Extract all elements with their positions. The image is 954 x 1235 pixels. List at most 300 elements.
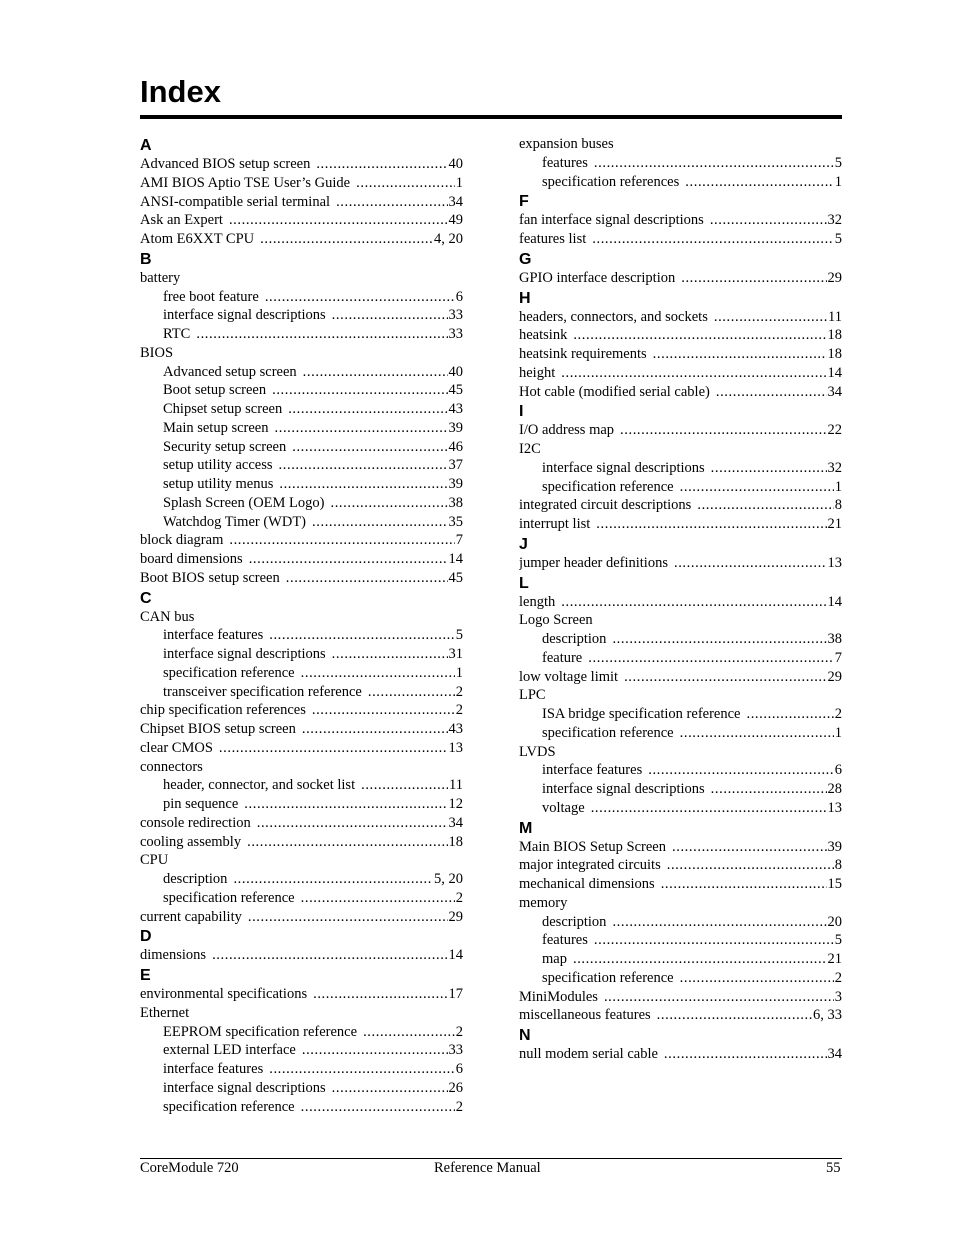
index-subentry bbox=[140, 645, 463, 664]
index-page-number: 13 bbox=[827, 799, 842, 816]
index-term: specification reference bbox=[542, 724, 674, 741]
dot-leader bbox=[219, 739, 448, 758]
index-term: connectors bbox=[140, 758, 203, 775]
index-subentry bbox=[519, 173, 842, 192]
index-subentry bbox=[519, 969, 842, 988]
index-term: specification references bbox=[542, 173, 680, 190]
dot-leader bbox=[594, 154, 834, 173]
dot-leader bbox=[680, 724, 834, 743]
index-term: board dimensions bbox=[140, 551, 243, 567]
index-page-number: 15 bbox=[827, 876, 842, 892]
index-entry bbox=[140, 531, 463, 550]
index-term: Logo Screen bbox=[519, 612, 593, 629]
index-entry bbox=[519, 364, 842, 383]
index-page-number: 40 bbox=[448, 363, 463, 380]
index-page-number: 22 bbox=[827, 422, 842, 439]
dot-leader bbox=[561, 364, 826, 383]
index-page-number: 39 bbox=[448, 476, 463, 492]
index-page-number: 5 bbox=[455, 627, 463, 644]
index-entry bbox=[519, 838, 842, 857]
index-term: length bbox=[519, 593, 556, 610]
index-page-number: 4, 20 bbox=[434, 231, 463, 247]
index-entry bbox=[519, 326, 842, 345]
index-letter-heading: H bbox=[519, 289, 531, 307]
index-term: interface signal descriptions bbox=[163, 1079, 326, 1096]
dot-leader bbox=[356, 174, 455, 193]
index-term: I2C bbox=[519, 441, 541, 457]
index-subentry bbox=[519, 459, 842, 478]
dot-leader bbox=[302, 1041, 448, 1060]
index-entry bbox=[140, 985, 463, 1004]
index-page-number: 45 bbox=[448, 382, 463, 399]
index-term: Boot BIOS setup screen bbox=[140, 569, 280, 586]
index-term: ISA bridge specification reference bbox=[542, 706, 741, 722]
index-group-heading bbox=[140, 269, 463, 288]
index-term: environmental specifications bbox=[140, 986, 308, 1002]
dot-leader bbox=[313, 985, 447, 1004]
index-subentry bbox=[140, 381, 463, 400]
index-page-number: 34 bbox=[827, 1046, 842, 1062]
dot-leader bbox=[275, 419, 448, 438]
dot-leader bbox=[648, 761, 834, 780]
index-page-number: 39 bbox=[827, 838, 842, 855]
index-entry bbox=[519, 383, 842, 402]
index-term: interface features bbox=[542, 762, 643, 779]
index-term: Boot setup screen bbox=[163, 382, 267, 399]
index-term: interface signal descriptions bbox=[163, 646, 326, 662]
index-subentry bbox=[140, 419, 463, 438]
dot-leader bbox=[710, 211, 827, 230]
dot-leader bbox=[302, 720, 448, 739]
index-page-number: 2 bbox=[834, 706, 842, 722]
index-term: Advanced BIOS setup screen bbox=[140, 156, 311, 172]
index-page-number: 43 bbox=[448, 401, 463, 417]
index-term: mechanical dimensions bbox=[519, 876, 655, 892]
dot-leader bbox=[332, 1079, 448, 1098]
index-page-number: 32 bbox=[827, 212, 842, 229]
dot-leader bbox=[711, 780, 827, 799]
index-term: Ask an Expert bbox=[140, 212, 223, 229]
dot-leader bbox=[257, 814, 448, 833]
index-term: interface signal descriptions bbox=[163, 307, 326, 324]
index-term: header, connector, and socket list bbox=[163, 777, 356, 794]
index-entry bbox=[140, 908, 463, 927]
dot-leader bbox=[312, 513, 447, 532]
index-term: Hot cable (modified serial cable) bbox=[519, 383, 710, 400]
index-term: Advanced setup screen bbox=[163, 363, 297, 380]
index-subentry bbox=[140, 1041, 463, 1060]
index-group-heading bbox=[519, 611, 842, 630]
index-term: interface signal descriptions bbox=[542, 781, 705, 797]
index-page-number: 8 bbox=[834, 857, 842, 874]
index-term: heatsink bbox=[519, 327, 568, 344]
index-term: block diagram bbox=[140, 532, 224, 549]
dot-leader bbox=[711, 459, 827, 478]
index-term: description bbox=[542, 631, 607, 647]
index-page-number: 7 bbox=[834, 649, 842, 666]
index-page-number: 13 bbox=[827, 554, 842, 571]
dot-leader bbox=[592, 230, 834, 249]
dot-leader bbox=[286, 569, 448, 588]
index-group-heading bbox=[519, 440, 842, 459]
index-term: fan interface signal descriptions bbox=[519, 212, 704, 229]
index-entry bbox=[140, 569, 463, 588]
index-term: specification reference bbox=[542, 969, 674, 986]
index-term: memory bbox=[519, 894, 568, 911]
index-entry bbox=[519, 856, 842, 875]
index-page-number: 14 bbox=[827, 364, 842, 381]
dot-leader bbox=[624, 668, 826, 687]
index-page-number: 2 bbox=[834, 969, 842, 986]
dot-leader bbox=[588, 649, 834, 668]
index-subentry bbox=[140, 363, 463, 382]
index-term: dimensions bbox=[140, 947, 207, 964]
index-term: GPIO interface description bbox=[519, 269, 676, 286]
index-entry bbox=[140, 230, 463, 249]
index-term: Watchdog Timer (WDT) bbox=[163, 513, 307, 530]
index-page-number: 35 bbox=[448, 513, 463, 530]
dot-leader bbox=[661, 875, 827, 894]
index-subentry bbox=[140, 438, 463, 457]
index-page-number: 3 bbox=[834, 988, 842, 1005]
index-term: specification reference bbox=[542, 478, 674, 495]
index-page-number: 11 bbox=[828, 308, 842, 325]
index-term: ANSI-compatible serial terminal bbox=[140, 193, 331, 210]
index-term: EEPROM specification reference bbox=[163, 1023, 358, 1040]
index-page-number: 1 bbox=[455, 174, 463, 191]
dot-leader bbox=[680, 478, 834, 497]
dot-leader bbox=[229, 531, 454, 550]
dot-leader bbox=[288, 400, 447, 419]
index-entry bbox=[519, 668, 842, 687]
index-entry bbox=[519, 211, 842, 230]
index-term: miscellaneous features bbox=[519, 1007, 651, 1024]
dot-leader bbox=[279, 475, 447, 494]
index-term: interface features bbox=[163, 1061, 264, 1077]
index-subentry bbox=[140, 795, 463, 814]
index-page-number: 46 bbox=[448, 438, 463, 455]
index-term: clear CMOS bbox=[140, 739, 213, 756]
index-subentry bbox=[140, 889, 463, 908]
index-entry bbox=[519, 1045, 842, 1064]
index-letter-heading: D bbox=[140, 928, 152, 946]
index-term: specification reference bbox=[163, 889, 295, 906]
dot-leader bbox=[620, 421, 826, 440]
index-term: interrupt list bbox=[519, 516, 591, 532]
dot-leader bbox=[269, 1060, 455, 1079]
index-page-number: 1 bbox=[834, 478, 842, 495]
dot-leader bbox=[667, 856, 834, 875]
index-page-number: 2 bbox=[455, 1023, 463, 1040]
index-entry bbox=[140, 155, 463, 174]
index-page-number: 34 bbox=[448, 193, 463, 210]
index-subentry bbox=[519, 724, 842, 743]
index-term: Security setup screen bbox=[163, 438, 287, 455]
index-term: specification reference bbox=[163, 1098, 295, 1115]
index-entry bbox=[140, 946, 463, 965]
index-page-number: 1 bbox=[834, 724, 842, 741]
index-subentry bbox=[140, 1098, 463, 1117]
index-entry bbox=[140, 739, 463, 758]
dot-leader bbox=[336, 193, 447, 212]
index-term: specification reference bbox=[163, 664, 295, 681]
index-subentry bbox=[519, 478, 842, 497]
index-term: RTC bbox=[163, 326, 191, 342]
index-subentry bbox=[140, 513, 463, 532]
index-page-number: 14 bbox=[827, 593, 842, 610]
index-subentry bbox=[140, 306, 463, 325]
dot-leader bbox=[272, 381, 447, 400]
index-subentry bbox=[140, 494, 463, 513]
index-page-number: 33 bbox=[448, 307, 463, 324]
index-group-heading bbox=[140, 608, 463, 627]
index-page-number: 31 bbox=[448, 646, 463, 662]
index-term: free boot feature bbox=[163, 288, 259, 305]
index-entry bbox=[140, 174, 463, 193]
index-term: features bbox=[542, 932, 588, 949]
dot-leader bbox=[604, 988, 834, 1007]
index-subentry bbox=[140, 475, 463, 494]
index-term: current capability bbox=[140, 908, 242, 925]
index-page-number: 1 bbox=[834, 173, 842, 190]
index-page-number: 11 bbox=[449, 777, 463, 794]
dot-leader bbox=[244, 795, 447, 814]
dot-leader bbox=[301, 889, 455, 908]
index-page-number: 45 bbox=[448, 569, 463, 586]
index-subentry bbox=[140, 683, 463, 702]
dot-leader bbox=[653, 345, 827, 364]
dot-leader bbox=[301, 664, 455, 683]
index-term: interface features bbox=[163, 627, 264, 644]
index-group-heading bbox=[519, 135, 842, 154]
index-term: Main setup screen bbox=[163, 419, 269, 436]
index-term: features list bbox=[519, 231, 587, 247]
footer-page-number: 55 bbox=[826, 1160, 841, 1176]
index-subentry bbox=[140, 664, 463, 683]
index-group-heading bbox=[519, 686, 842, 705]
index-page-number: 2 bbox=[455, 683, 463, 700]
title-rule bbox=[140, 115, 842, 119]
index-term: LVDS bbox=[519, 743, 556, 760]
index-term: CPU bbox=[140, 852, 169, 869]
index-entry bbox=[519, 515, 842, 534]
dot-leader bbox=[363, 1023, 455, 1042]
index-entry bbox=[140, 550, 463, 569]
index-term: features bbox=[542, 154, 588, 171]
index-page-number: 18 bbox=[448, 833, 463, 850]
index-entry bbox=[519, 554, 842, 573]
dot-leader bbox=[265, 288, 455, 307]
index-column-left bbox=[140, 135, 463, 1116]
index-subentry bbox=[140, 1079, 463, 1098]
index-page-number: 2 bbox=[455, 889, 463, 906]
dot-leader bbox=[196, 325, 447, 344]
index-subentry bbox=[519, 931, 842, 950]
index-term: low voltage limit bbox=[519, 668, 619, 685]
index-subentry bbox=[140, 325, 463, 344]
dot-leader bbox=[672, 838, 827, 857]
index-page-number: 13 bbox=[448, 739, 463, 756]
dot-leader bbox=[330, 494, 447, 513]
dot-leader bbox=[664, 1045, 827, 1064]
index-page-number: 6 bbox=[834, 762, 842, 779]
index-subentry bbox=[519, 799, 842, 818]
index-term: cooling assembly bbox=[140, 833, 242, 850]
index-page-number: 2 bbox=[455, 702, 463, 719]
index-term: expansion buses bbox=[519, 136, 614, 152]
index-subentry bbox=[519, 154, 842, 173]
index-page-number: 26 bbox=[448, 1079, 463, 1096]
dot-leader bbox=[247, 833, 447, 852]
index-subentry bbox=[519, 630, 842, 649]
dot-leader bbox=[316, 155, 447, 174]
dot-leader bbox=[303, 363, 448, 382]
index-page-number: 8 bbox=[834, 497, 842, 514]
dot-leader bbox=[596, 515, 826, 534]
index-page-number: 29 bbox=[448, 908, 463, 925]
index-term: AMI BIOS Aptio TSE User’s Guide bbox=[140, 174, 351, 191]
index-entry bbox=[140, 701, 463, 720]
index-subentry bbox=[140, 626, 463, 645]
index-entry bbox=[519, 345, 842, 364]
index-entry bbox=[140, 211, 463, 230]
index-page-number: 5 bbox=[834, 154, 842, 171]
index-page-number: 6, 33 bbox=[813, 1007, 842, 1024]
index-term: CAN bus bbox=[140, 608, 195, 625]
index-entry bbox=[519, 269, 842, 288]
index-letter-heading: G bbox=[519, 250, 532, 268]
index-group-heading bbox=[519, 743, 842, 762]
page-title: Index bbox=[140, 74, 221, 109]
dot-leader bbox=[260, 230, 433, 249]
index-term: I/O address map bbox=[519, 422, 615, 439]
index-entry bbox=[140, 193, 463, 212]
dot-leader bbox=[229, 211, 448, 230]
index-letter-heading: B bbox=[140, 250, 152, 268]
index-page-number: 39 bbox=[448, 419, 463, 436]
dot-leader bbox=[249, 550, 448, 569]
index-term: feature bbox=[542, 649, 583, 666]
index-page-number: 20 bbox=[827, 913, 842, 930]
index-subentry bbox=[140, 1060, 463, 1079]
dot-leader bbox=[680, 969, 834, 988]
index-entry bbox=[519, 988, 842, 1007]
index-subentry bbox=[140, 870, 463, 889]
index-entry bbox=[140, 814, 463, 833]
index-page-number: 18 bbox=[827, 346, 842, 362]
index-letter-heading: F bbox=[519, 193, 529, 211]
index-page-number: 49 bbox=[448, 212, 463, 229]
index-subentry bbox=[519, 649, 842, 668]
index-page-number: 14 bbox=[448, 551, 463, 567]
dot-leader bbox=[681, 269, 826, 288]
index-group-heading bbox=[140, 758, 463, 777]
dot-leader bbox=[312, 701, 455, 720]
dot-leader bbox=[657, 1006, 812, 1025]
index-term: chip specification references bbox=[140, 702, 306, 719]
index-entry bbox=[519, 230, 842, 249]
index-page-number: 33 bbox=[448, 1042, 463, 1059]
index-page-number: 5 bbox=[834, 932, 842, 949]
index-subentry bbox=[519, 705, 842, 724]
dot-leader bbox=[561, 593, 826, 612]
index-term: MiniModules bbox=[519, 988, 598, 1005]
index-term: null modem serial cable bbox=[519, 1046, 658, 1062]
dot-leader bbox=[685, 173, 833, 192]
index-letter-heading: A bbox=[140, 137, 152, 154]
index-term: interface signal descriptions bbox=[542, 459, 705, 476]
index-page-number: 17 bbox=[448, 986, 463, 1002]
index-term: external LED interface bbox=[163, 1042, 296, 1059]
index-term: BIOS bbox=[140, 344, 174, 361]
index-term: setup utility access bbox=[163, 457, 273, 474]
dot-leader bbox=[248, 908, 448, 927]
index-page-number: 37 bbox=[448, 457, 463, 474]
index-page-number: 21 bbox=[827, 951, 842, 967]
index-page-number: 5 bbox=[834, 231, 842, 247]
index-column-right bbox=[519, 135, 842, 1064]
dot-leader bbox=[612, 913, 826, 932]
index-term: console redirection bbox=[140, 814, 251, 831]
index-page-number: 40 bbox=[448, 156, 463, 172]
index-page-number: 38 bbox=[448, 494, 463, 511]
index-term: height bbox=[519, 364, 556, 381]
index-page-number: 5, 20 bbox=[434, 871, 463, 887]
index-page-number: 29 bbox=[827, 269, 842, 286]
index-page-number: 29 bbox=[827, 668, 842, 685]
dot-leader bbox=[332, 645, 448, 664]
dot-leader bbox=[301, 1098, 455, 1117]
index-term: jumper header definitions bbox=[519, 554, 668, 571]
index-entry bbox=[140, 720, 463, 739]
index-page-number: 32 bbox=[827, 459, 842, 476]
dot-leader bbox=[573, 950, 827, 969]
index-group-heading bbox=[140, 344, 463, 363]
index-term: description bbox=[163, 871, 228, 887]
index-page-number: 6 bbox=[455, 1061, 463, 1077]
index-entry bbox=[519, 308, 842, 327]
index-term: Chipset BIOS setup screen bbox=[140, 721, 296, 737]
index-term: Ethernet bbox=[140, 1004, 190, 1021]
index-group-heading bbox=[140, 1004, 463, 1023]
index-term: major integrated circuits bbox=[519, 857, 661, 874]
index-page-number: 12 bbox=[448, 796, 463, 812]
dot-leader bbox=[591, 799, 827, 818]
index-term: pin sequence bbox=[163, 796, 239, 812]
dot-leader bbox=[292, 438, 447, 457]
index-term: Main BIOS Setup Screen bbox=[519, 838, 666, 855]
index-subentry bbox=[140, 456, 463, 475]
footer-document-type: Reference Manual bbox=[434, 1160, 541, 1176]
dot-leader bbox=[233, 870, 433, 889]
index-subentry bbox=[519, 913, 842, 932]
dot-leader bbox=[279, 456, 448, 475]
index-entry bbox=[519, 1006, 842, 1025]
dot-leader bbox=[332, 306, 448, 325]
index-page-number: 28 bbox=[827, 781, 842, 797]
index-page-number: 1 bbox=[455, 664, 463, 681]
index-subentry bbox=[140, 400, 463, 419]
index-subentry bbox=[519, 761, 842, 780]
index-subentry bbox=[140, 288, 463, 307]
dot-leader bbox=[361, 776, 448, 795]
index-subentry bbox=[140, 776, 463, 795]
dot-leader bbox=[746, 705, 833, 724]
footer-document-name: CoreModule 720 bbox=[140, 1160, 239, 1176]
index-term: battery bbox=[140, 269, 181, 286]
index-term: description bbox=[542, 913, 607, 930]
index-page-number: 34 bbox=[827, 383, 842, 400]
